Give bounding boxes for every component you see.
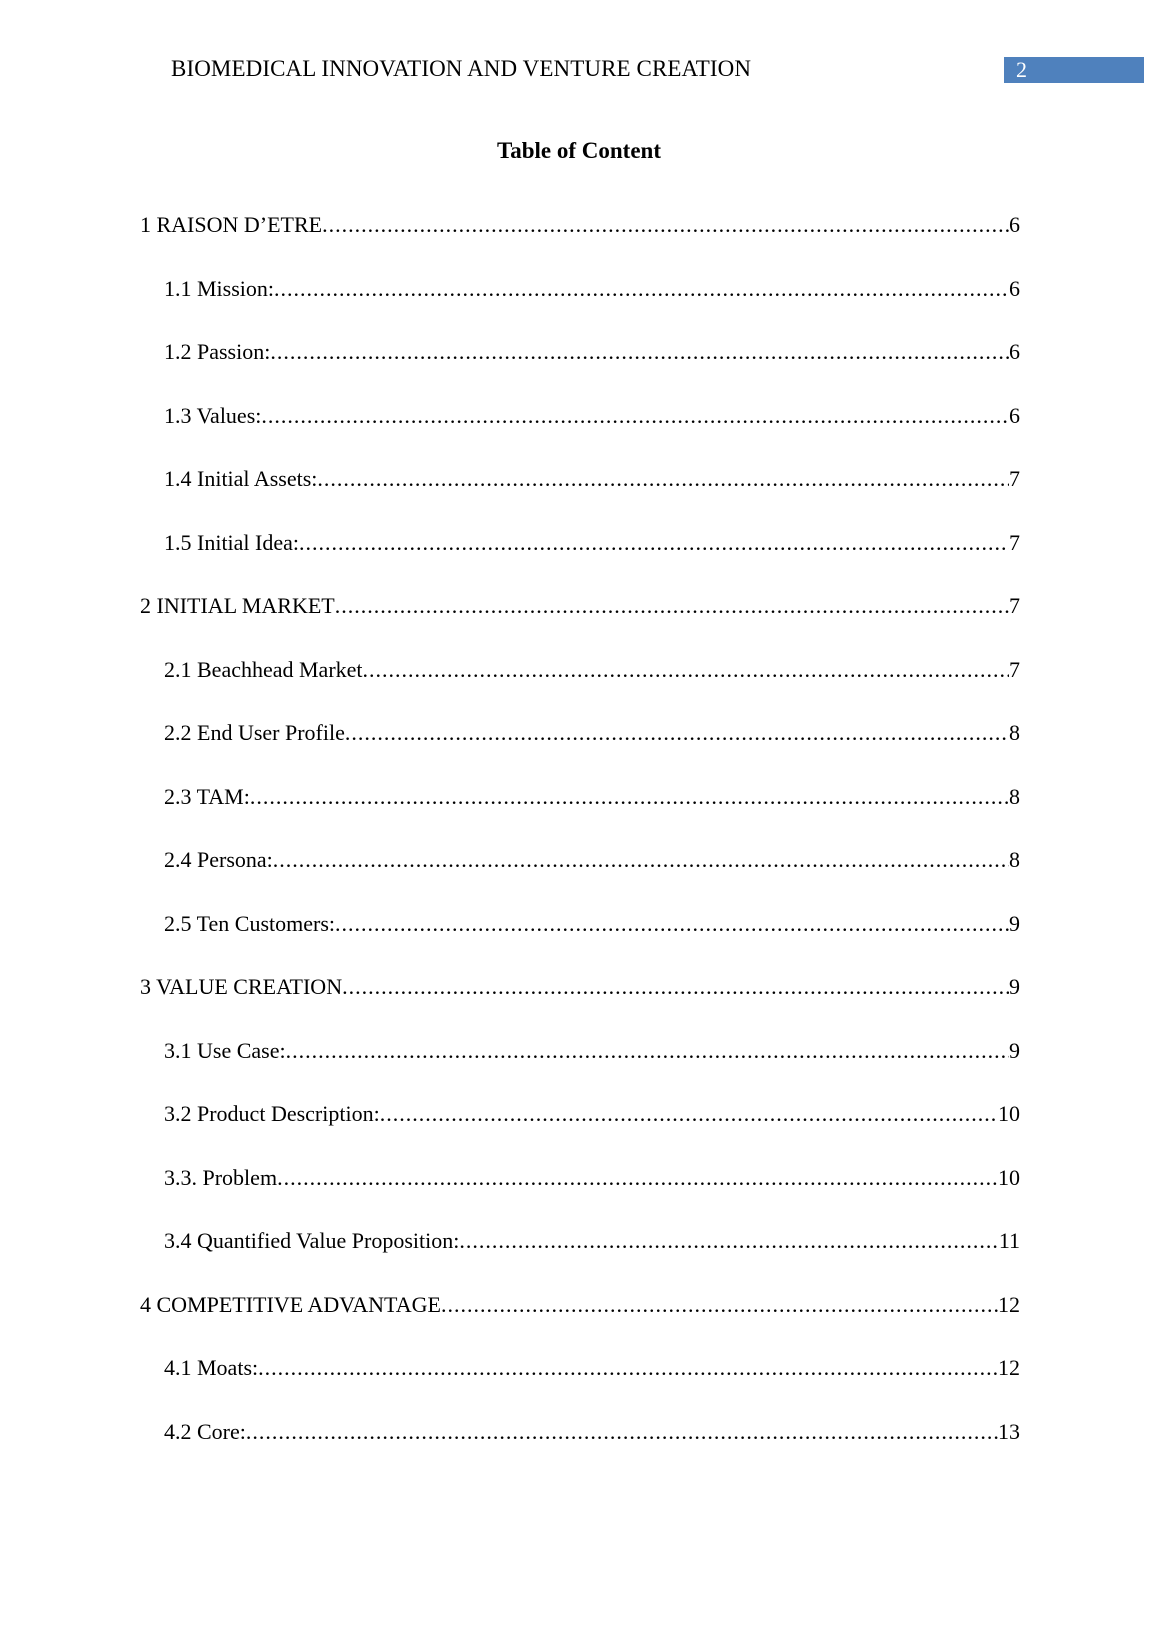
toc-entry-4[interactable] [140,1292,1020,1356]
toc-entry-2[interactable] [140,593,1020,657]
dot-leader [335,911,1009,937]
toc-entry-3-2[interactable] [140,1101,1020,1165]
toc-entry-text: 2.3 TAM: [164,783,250,809]
toc-entry-text: 1.2 Passion: [164,339,271,364]
toc-entry-text: 1.4 Initial Assets: [164,466,318,491]
toc-entry-page: 6 [1009,212,1020,237]
toc-entry-page: 9 [1009,1037,1020,1063]
toc-entry-3-3[interactable] [140,1165,1020,1229]
toc-entry-4-2[interactable] [140,1419,1020,1483]
toc-entry-text: 2.5 Ten Customers: [164,910,335,936]
toc-entry-1-2[interactable] [140,339,1020,403]
dot-leader [322,212,1009,238]
dot-leader [273,847,1009,873]
running-head: BIOMEDICAL INNOVATION AND VENTURE CREATION [171,56,752,81]
dot-leader [363,657,1009,683]
toc-entry-page: 6 [1009,402,1020,428]
toc-entry-page: 11 [998,1228,1020,1253]
toc-entry-3[interactable] [140,974,1020,1038]
toc-entry-page: 12 [998,1291,1020,1317]
toc-entry-text: 3 VALUE CREATION [140,974,343,999]
page-number: 2 [1004,57,1144,83]
table-of-contents [140,212,1020,1482]
toc-entry-page: 13 [998,1418,1020,1444]
toc-entry-page: 9 [1009,974,1020,999]
dot-leader [335,593,1009,619]
toc-entry-page: 8 [1009,720,1020,745]
toc-entry-2-4[interactable] [140,847,1020,911]
dot-leader [246,1419,998,1445]
toc-entry-page: 9 [1009,910,1020,936]
dot-leader [286,1038,1009,1064]
toc-entry-page: 12 [998,1355,1020,1380]
toc-entry-text: 3.2 Product Description: [164,1101,380,1126]
dot-leader [459,1228,998,1254]
toc-entry-text: 3.4 Quantified Value Proposition: [164,1228,460,1253]
toc-entry-1-5[interactable] [140,530,1020,594]
toc-title: Table of Content [497,138,661,163]
toc-entry-text: 1.3 Values: [164,402,262,428]
toc-entry-page: 7 [1009,529,1020,555]
toc-entry-text: 1.5 Initial Idea: [164,529,300,555]
dot-leader [380,1101,998,1127]
toc-entry-4-1[interactable] [140,1355,1020,1419]
toc-entry-text: 1 RAISON D’ETRE [140,212,323,237]
dot-leader [270,339,1009,365]
toc-entry-page: 6 [1009,339,1020,364]
toc-entry-text: 3.3. Problem [164,1164,278,1190]
toc-entry-text: 2.4 Persona: [164,847,273,872]
toc-entry-1-4[interactable] [140,466,1020,530]
toc-entry-2-2[interactable] [140,720,1020,784]
toc-entry-page: 8 [1009,783,1020,809]
dot-leader [342,974,1009,1000]
dot-leader [250,784,1009,810]
toc-entry-text: 2.1 Beachhead Market [164,656,363,682]
toc-entry-text: 1.1 Mission: [164,275,275,301]
toc-entry-page: 7 [1009,466,1020,491]
dot-leader [277,1165,998,1191]
dot-leader [258,1355,998,1381]
toc-entry-page: 10 [998,1101,1020,1126]
dot-leader [274,276,1009,302]
toc-entry-text: 4.1 Moats: [164,1355,259,1380]
toc-entry-1-1[interactable] [140,276,1020,340]
toc-entry-2-1[interactable] [140,657,1020,721]
dot-leader [317,466,1009,492]
toc-entry-3-1[interactable] [140,1038,1020,1102]
toc-entry-page: 6 [1009,275,1020,301]
dot-leader [441,1292,998,1318]
toc-entry-text: 4 COMPETITIVE ADVANTAGE [140,1291,441,1317]
toc-entry-text: 2 INITIAL MARKET [140,593,335,618]
dot-leader [299,530,1009,556]
toc-entry-3-4[interactable] [140,1228,1020,1292]
toc-entry-1[interactable] [140,212,1020,276]
toc-entry-page: 10 [998,1164,1020,1190]
toc-entry-text: 2.2 End User Profile [164,720,345,745]
toc-entry-2-5[interactable] [140,911,1020,975]
toc-entry-text: 3.1 Use Case: [164,1037,286,1063]
toc-entry-page: 7 [1009,593,1020,618]
toc-entry-text: 4.2 Core: [164,1418,246,1444]
dot-leader [345,720,1009,746]
toc-entry-page: 8 [1009,847,1020,872]
toc-entry-2-3[interactable] [140,784,1020,848]
toc-entry-page: 7 [1009,656,1020,682]
dot-leader [261,403,1009,429]
toc-entry-1-3[interactable] [140,403,1020,467]
